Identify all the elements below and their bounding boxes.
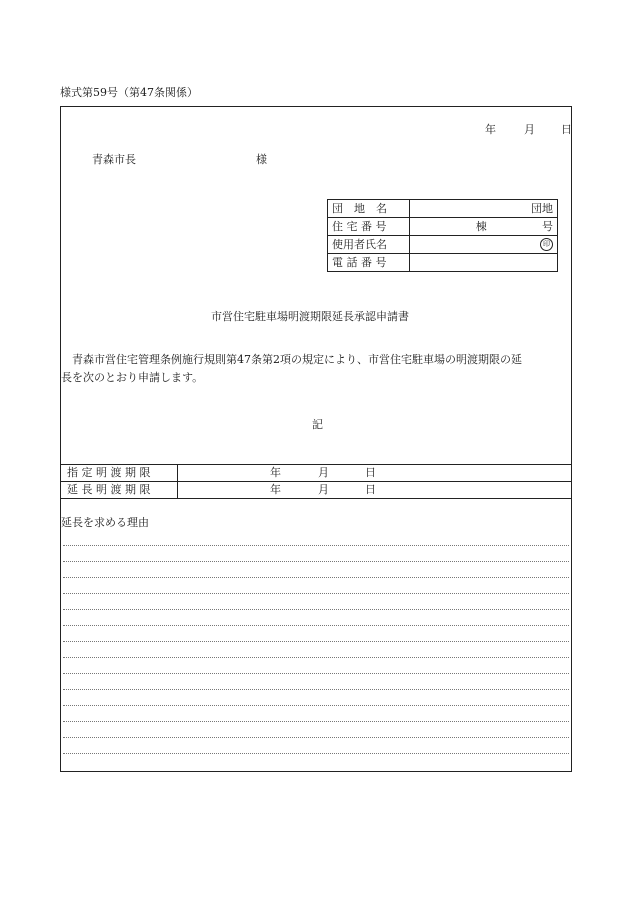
reason-line[interactable] [63,577,569,578]
extended-date-row [61,482,571,498]
building-suffix: 棟 [475,219,487,233]
reason-label: 延長を求める理由 [61,516,149,529]
date-year: 年 [485,123,496,136]
reason-line[interactable] [63,545,569,546]
room-suffix: 号 [542,219,553,233]
form-number: 様式第59号（第47条関係） [60,86,198,99]
divider [177,465,178,481]
seal-icon: 印 [540,238,553,251]
body-text-line-1: 青森市営住宅管理条例施行規則第47条第2項の規定により、市営住宅駐車場の明渡期限の延 [61,353,522,366]
designated-day: 日 [365,466,376,479]
addressee-name: 青森市長 [92,153,136,166]
reason-line[interactable] [63,561,569,562]
reason-line[interactable] [63,705,569,706]
reason-line[interactable] [63,753,569,754]
body-text-line-2: 長を次のとおり申請します。 [61,371,204,384]
danchi-value-cell[interactable] [409,200,557,218]
reason-line[interactable] [63,625,569,626]
designated-year: 年 [270,466,281,479]
extended-month: 月 [318,483,329,496]
date-line [485,123,572,137]
extended-year: 年 [270,483,281,496]
divider [177,482,178,498]
addressee-honorific: 様 [256,153,267,166]
applicant-row-house-number [328,218,558,236]
applicant-row-user-name [328,236,558,254]
reason-line[interactable] [63,737,569,738]
designated-date-label: 指 定 明 渡 期 限 [67,466,151,479]
user-name-label: 使用者氏名 [328,236,410,254]
ki-heading: 記 [312,418,323,431]
user-name-value-cell[interactable] [409,236,557,254]
designated-month: 月 [318,466,329,479]
applicant-row-danchi [328,200,558,218]
reason-line[interactable] [63,593,569,594]
extended-date-label: 延 長 明 渡 期 限 [67,483,151,496]
reason-line[interactable] [63,689,569,690]
applicant-row-phone [328,254,558,272]
extended-day: 日 [365,483,376,496]
house-number-value-cell[interactable] [409,218,557,236]
reason-line[interactable] [63,721,569,722]
application-form [60,106,572,772]
house-number-label: 住 宅 番 号 [328,218,410,236]
date-month: 月 [524,123,535,136]
reason-line[interactable] [63,641,569,642]
date-day: 日 [561,123,572,136]
danchi-label: 団 地 名 [328,200,410,218]
applicant-info-table [327,199,558,272]
phone-value-cell[interactable] [409,254,557,272]
danchi-suffix: 団地 [531,201,553,215]
reason-line[interactable] [63,673,569,674]
designated-date-row [61,465,571,481]
reason-line[interactable] [63,657,569,658]
phone-label: 電 話 番 号 [328,254,410,272]
document-title: 市営住宅駐車場明渡期限延長承認申請書 [211,310,409,323]
reason-line[interactable] [63,609,569,610]
divider [61,498,571,499]
